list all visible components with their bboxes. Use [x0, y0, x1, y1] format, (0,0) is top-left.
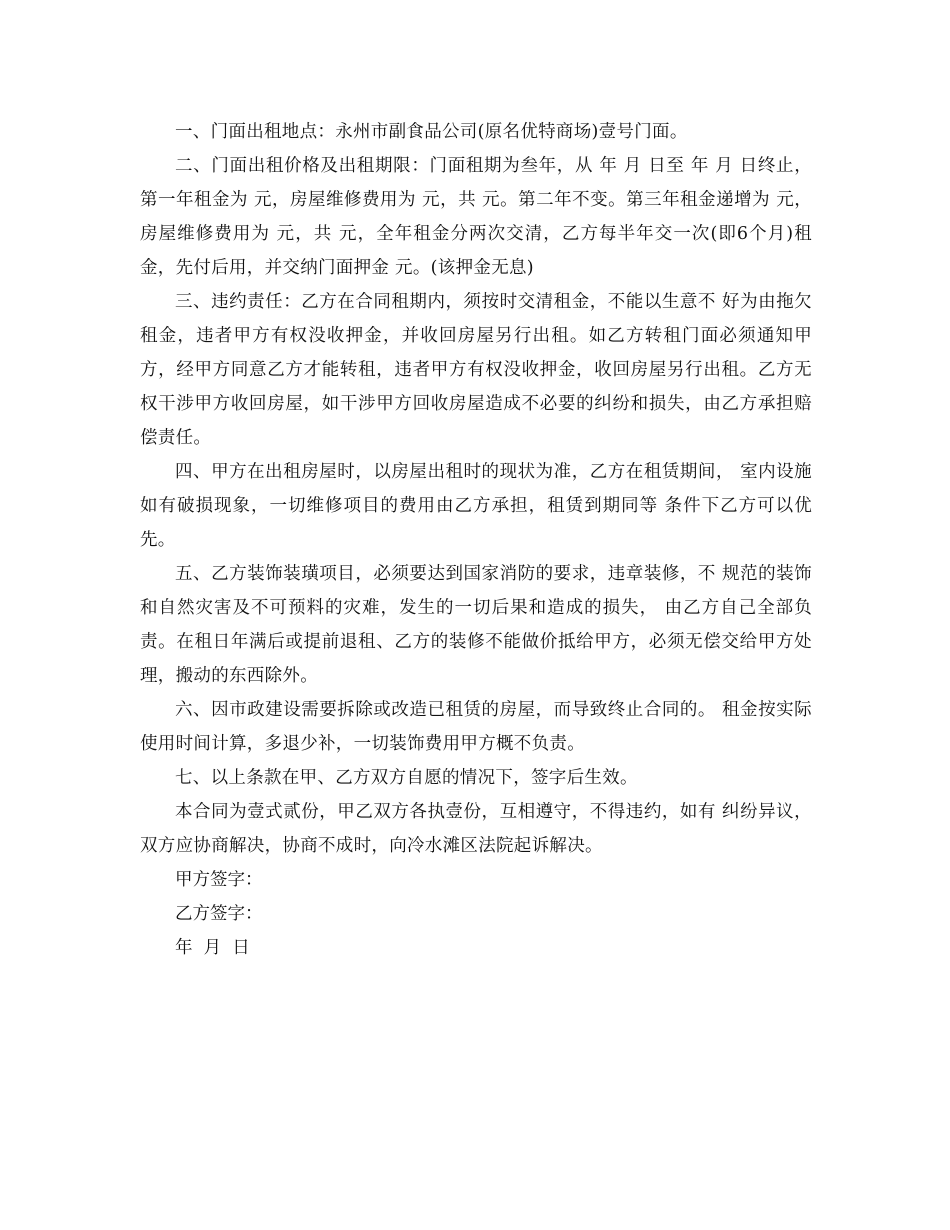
copies-dispute-clause: 本合同为壹式贰份，甲乙双方各执壹份，互相遵守，不得违约，如有 纠纷异议，双方应协商解决，协商不成时，向冷水滩区法院起诉解决。: [140, 802, 812, 856]
clause-5-decoration: 五、乙方装饰装璜项目，必须要达到国家消防的要求，违章装修，不 规范的装饰和自然灾害及不可预料的灾难，发生的一切后果和造成的损失， 由乙方自己全部负责。在租日年满后或提前退租、乙方的装修不能做价抵给甲方，必须无偿交给甲方处理，搬动的东西除外。: [140, 564, 812, 686]
clause-3-breach: 三、违约责任：乙方在合同租期内，须按时交清租金，不能以生意不 好为由拖欠租金，违者甲方有权没收押金，并收回房屋另行出租。如乙方转租门面必须通知甲方，经甲方同意乙方才能转租，违者甲方有权没收押金，收回房屋另行出租。乙方无权干涉甲方收回房屋，如干涉甲方回收房屋造成不必要的纠纷和损失，由乙方承担赔偿责任。: [140, 292, 812, 448]
clause-6-termination: 六、因市政建设需要拆除或改造已租赁的房屋，而导致终止合同的。 租金按实际使用时间计算，多退少补，一切装饰费用甲方概不负责。: [140, 700, 812, 754]
clause-2-price-term: 二、门面出租价格及出租期限：门面租期为叁年，从 年 月 日至 年 月 日终止，第一年租金为 元，房屋维修费用为 元，共 元。第二年不变。第三年租金递增为 元，房屋维修费用为 元，共 元，全年租金分两次交清，乙方每半年交一次(即6个月)租金，先付后用，并交纳门面押金 元。(该押金无息): [140, 156, 812, 278]
party-a-signature-label: 甲方签字：: [175, 870, 263, 890]
clause-4-condition: 四、甲方在出租房屋时，以房屋出租时的现状为准，乙方在租赁期间， 室内设施如有破损现象，一切维修项目的费用由乙方承担，租赁到期同等 条件下乙方可以优先。: [140, 462, 812, 550]
party-b-signature-label: 乙方签字：: [175, 904, 263, 924]
clause-1-location: 一、门面出租地点：永州市副食品公司(原名优特商场)壹号门面。: [175, 122, 688, 142]
contract-document: [140, 115, 812, 965]
clause-7-effect: 七、以上条款在甲、乙方双方自愿的情况下，签字后生效。: [175, 768, 638, 788]
date-line: 年 月 日: [175, 938, 250, 958]
